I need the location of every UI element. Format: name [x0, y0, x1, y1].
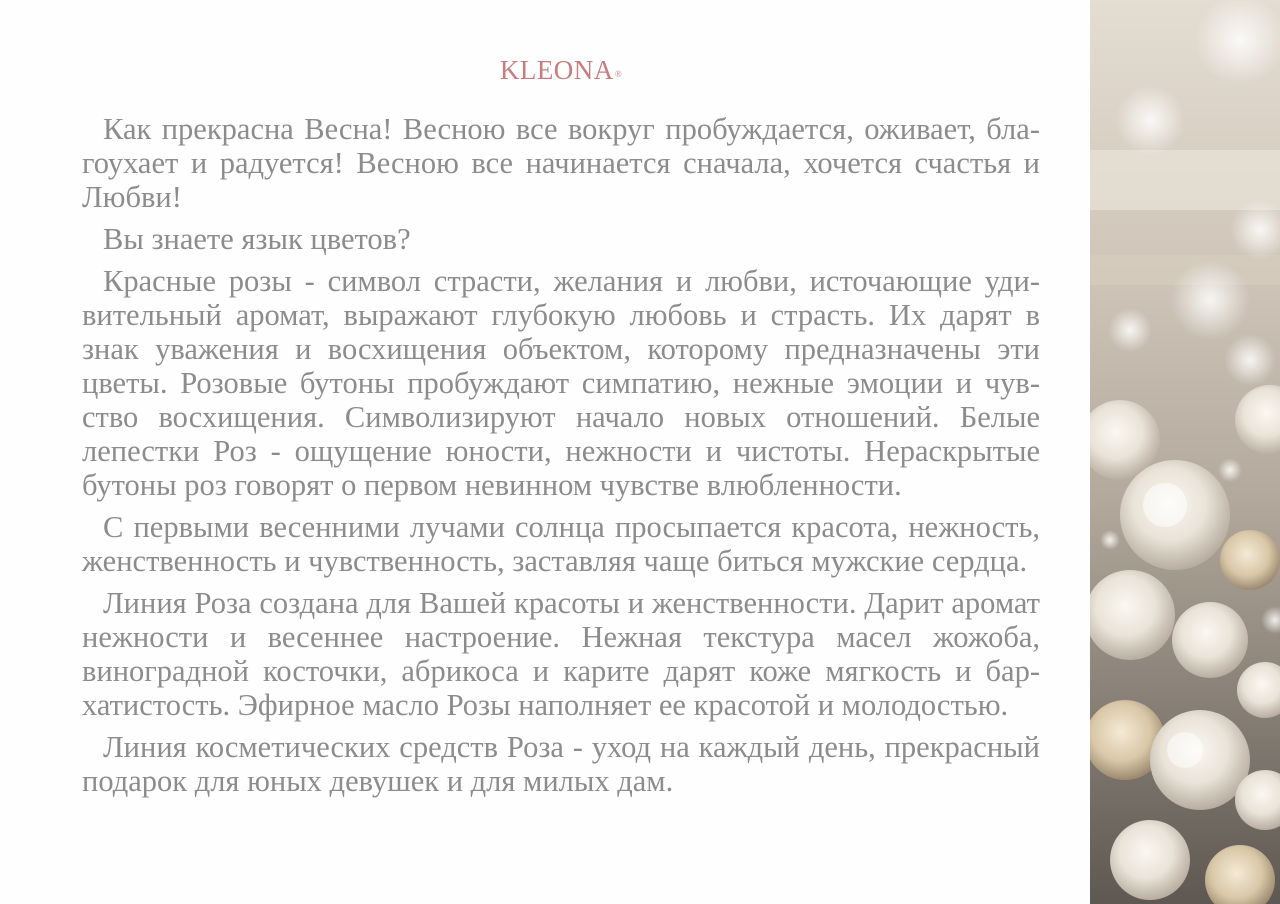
paragraph-rose-line: Линия Роза создана для Вашей красоты и женственности. Дарит аромат нежности и весеннее настроение. Нежная текстура масел жожоба, виноградной косточки, абрикоса и карите дарят коже мягкость и бархатистость. Эфирное масло Розы наполняет ее красотой и молодостью.: [82, 586, 1040, 722]
text-column: [82, 50, 1040, 806]
brand-logo: [82, 50, 1040, 90]
roses-illustration: [1090, 0, 1280, 904]
paragraph-spring: Как прекрасна Весна! Весною все вокруг пробуждается, оживает, благоухает и радуется! Весною все начинается сначала, хочется счастья и Любви!: [82, 112, 1040, 214]
brand-name: KLEONA: [499, 55, 614, 85]
paragraph-roses-meaning: Красные розы - символ страсти, желания и любви, источающие удивительный аромат, выражают глубокую любовь и страсть. Их дарят в знак уважения и восхищения объектом, которому предназначены эти цветы. Розовые бутоны пробуждают симпатию, нежные эмоции и чувство восхищения. Символизируют начало новых отношений. Белые лепестки Роз - ощущение юности, нежности и чистоты. Нераскрытые бутоны роз говорят о первом невинном чувстве влюбленности.: [82, 264, 1040, 502]
white-roses-photo: [1090, 0, 1280, 904]
paragraph-daily-care: Линия косметических средств Роза - уход на каждый день, прекрасный подарок для юных девушек и для милых дам.: [82, 730, 1040, 798]
paragraph-question: Вы знаете язык цветов?: [103, 222, 411, 256]
registered-mark: ®: [614, 69, 623, 79]
paragraph-sunrays: С первыми весенними лучами солнца просыпается красота, нежность, женственность и чувственность, заставляя чаще биться мужские сердца.: [82, 510, 1040, 578]
